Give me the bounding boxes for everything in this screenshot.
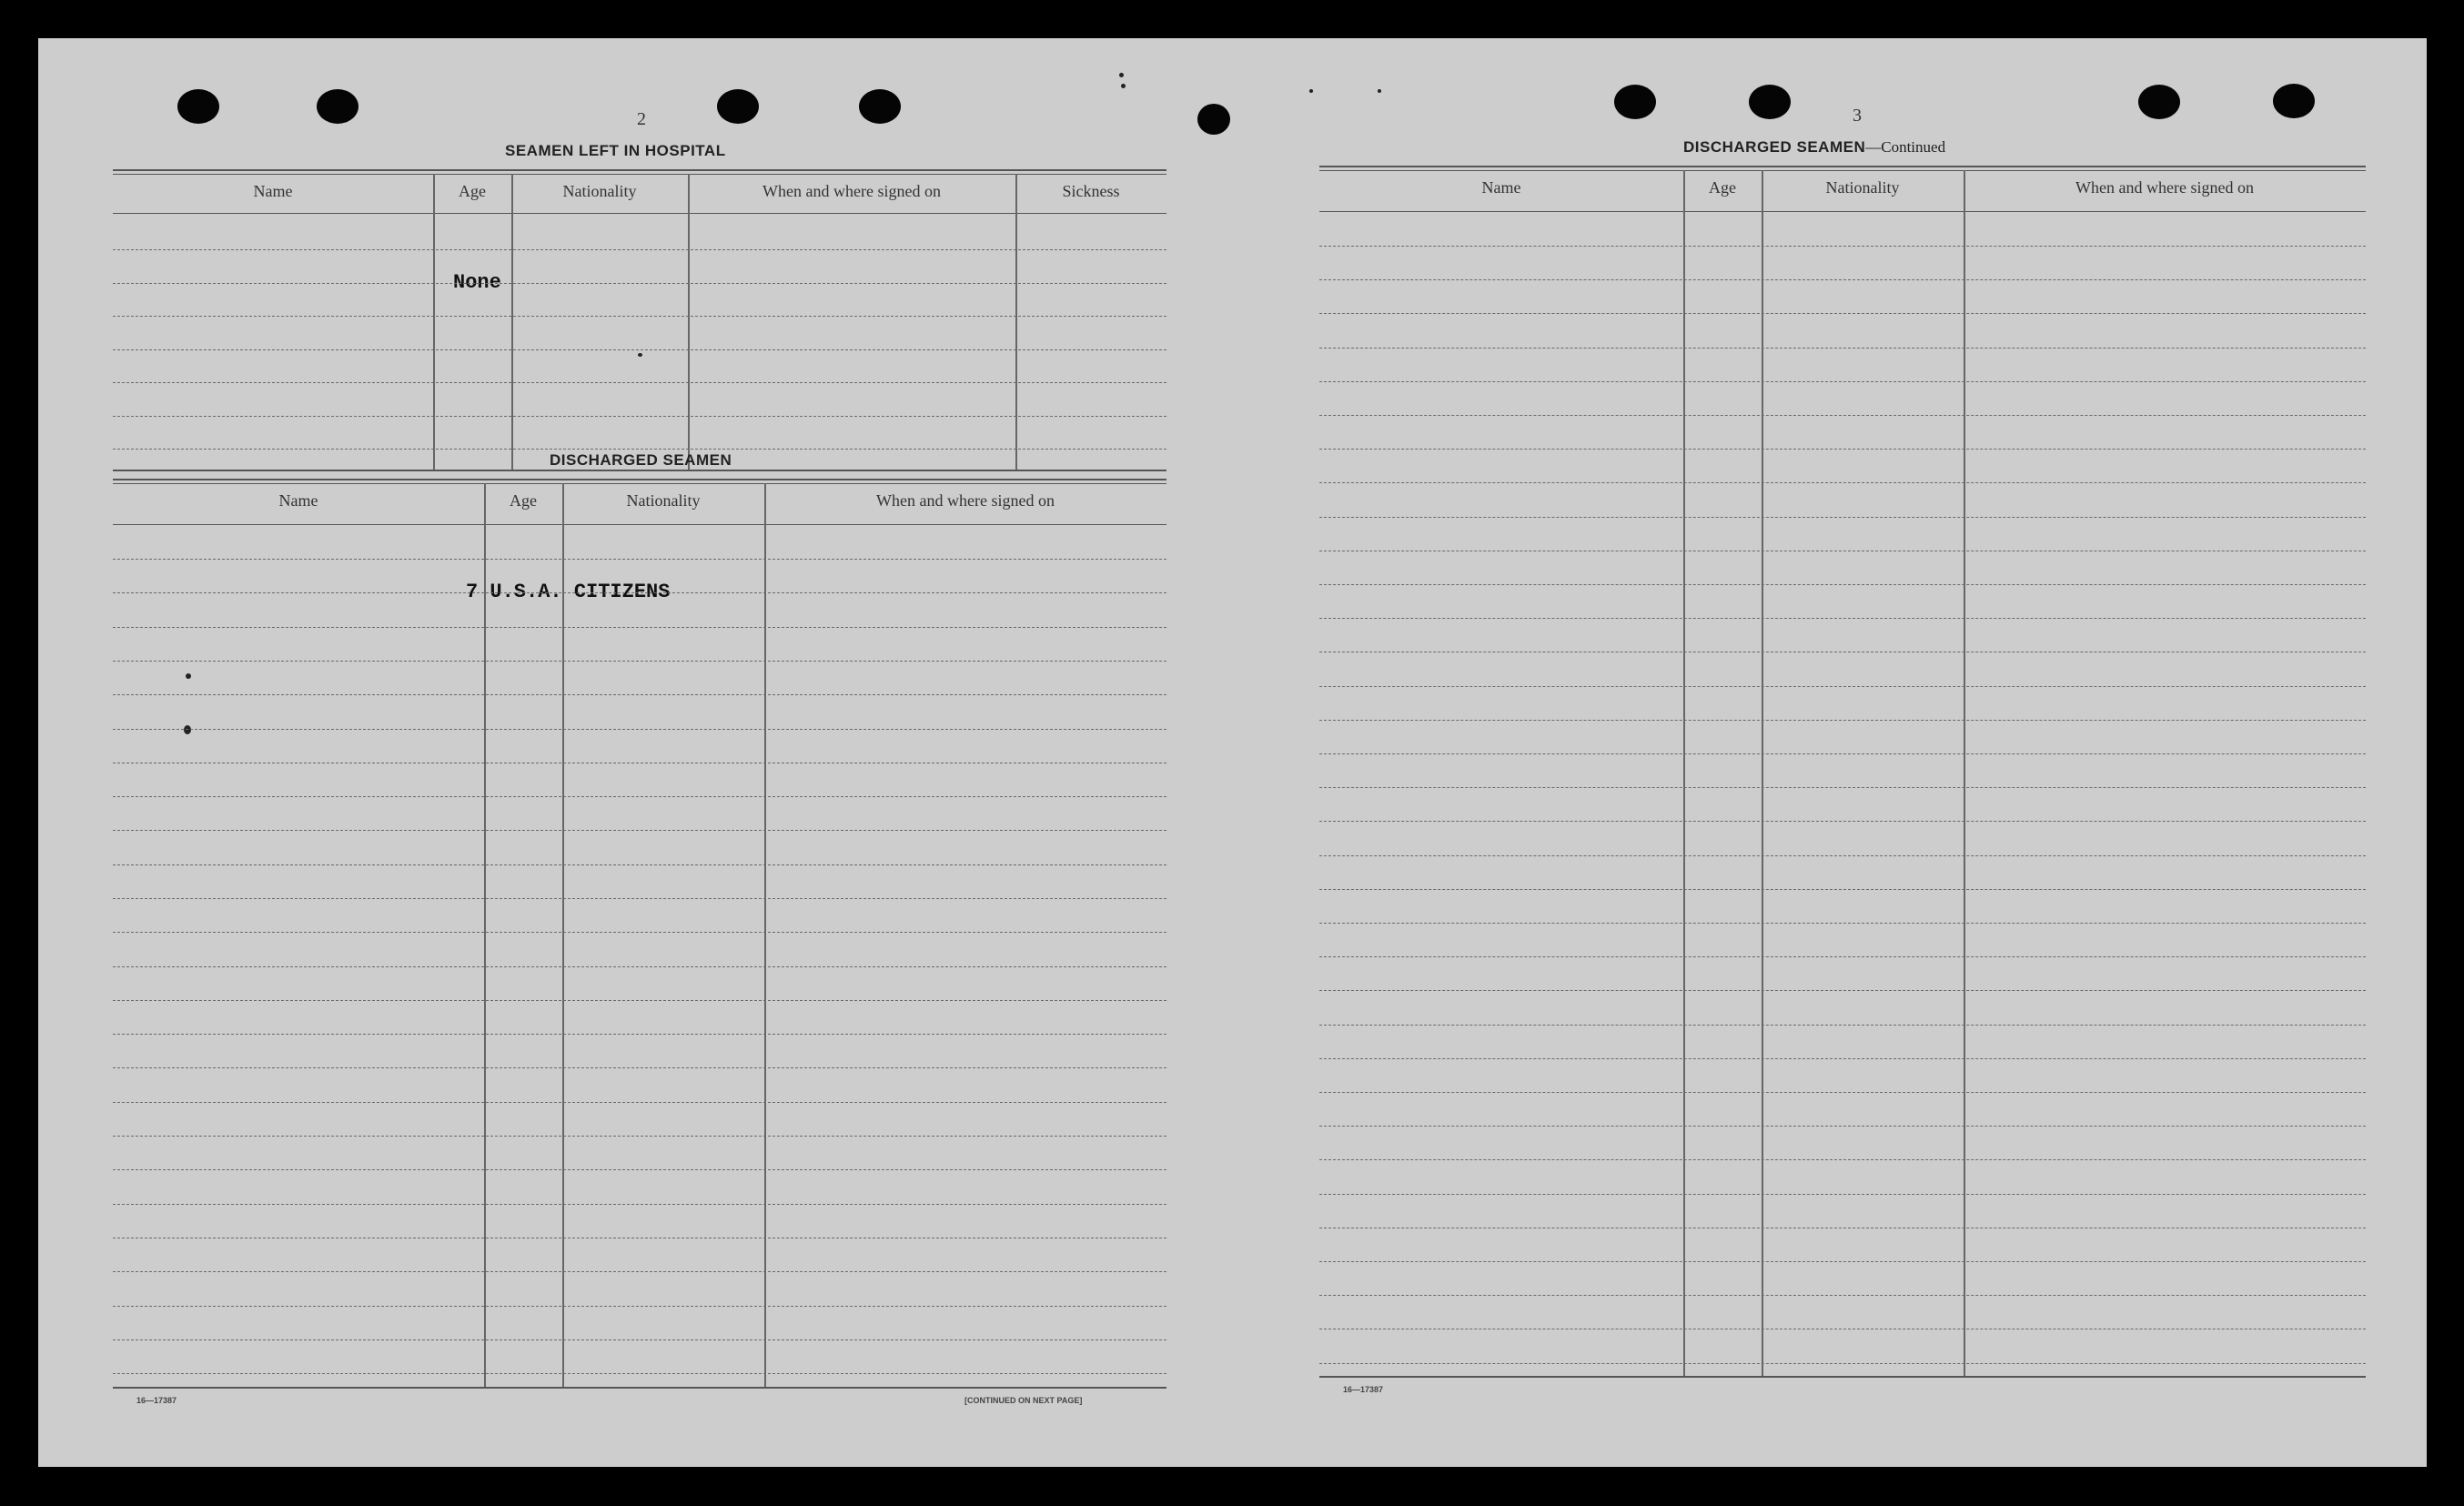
column-divider <box>1683 170 1685 1377</box>
column-divider <box>688 174 690 470</box>
ruled-line <box>1319 381 2366 382</box>
ruled-line <box>1319 348 2366 349</box>
header-rule <box>113 524 1166 525</box>
column-divider <box>1964 170 1965 1377</box>
ruled-line <box>113 966 1166 967</box>
table-top-rule <box>113 479 1166 480</box>
ruled-line <box>113 316 1166 317</box>
hospital-entry: None <box>453 271 501 294</box>
column-header-nationality: Nationality <box>1825 177 1900 197</box>
ruled-line <box>1319 517 2366 518</box>
table-top-rule <box>113 169 1166 171</box>
ruled-line <box>1319 889 2366 890</box>
ruled-line <box>113 382 1166 383</box>
continued-note: [CONTINUED ON NEXT PAGE] <box>964 1396 1083 1405</box>
column-header-name: Name <box>1481 177 1521 197</box>
column-divider <box>433 174 435 470</box>
column-header-name: Name <box>253 181 293 200</box>
ruled-line <box>113 1204 1166 1205</box>
ruled-line <box>1319 1025 2366 1026</box>
ruled-line <box>1319 246 2366 247</box>
column-header-signed-on: When and where signed on <box>876 490 1055 510</box>
ruled-line <box>113 1067 1166 1068</box>
ruled-line <box>113 1034 1166 1035</box>
ruled-line <box>1319 956 2366 957</box>
ink-speck <box>1121 84 1126 88</box>
ruled-line <box>113 1271 1166 1272</box>
title-suffix: —Continued <box>1865 138 1946 156</box>
ruled-line <box>113 1102 1166 1103</box>
page-number-right: 3 <box>1853 106 1862 126</box>
ruled-line <box>1319 1363 2366 1364</box>
discharged-entry: 7 U.S.A. CITIZENS <box>466 581 671 603</box>
table-bottom-rule <box>113 470 1166 471</box>
punch-hole <box>1749 85 1791 119</box>
ruled-line <box>113 694 1166 695</box>
form-number: 16—17387 <box>136 1396 177 1405</box>
column-divider <box>1015 174 1017 470</box>
ruled-line <box>1319 821 2366 822</box>
column-header-signed-on: When and where signed on <box>762 181 941 200</box>
hospital-table <box>113 169 1166 470</box>
ruled-line <box>1319 618 2366 619</box>
table-top-rule <box>1319 166 2366 167</box>
ruled-line <box>113 1339 1166 1340</box>
hospital-section-title: SEAMEN LEFT IN HOSPITAL <box>505 142 726 159</box>
column-header-signed-on: When and where signed on <box>2075 177 2254 197</box>
punch-hole <box>317 89 358 124</box>
column-divider <box>764 483 766 1388</box>
ruled-line <box>1319 855 2366 856</box>
ruled-line <box>1319 449 2366 450</box>
column-divider <box>562 483 564 1388</box>
ruled-line <box>113 661 1166 662</box>
ruled-line <box>113 1000 1166 1001</box>
ruled-line <box>113 283 1166 284</box>
header-rule <box>1319 211 2366 212</box>
ruled-line <box>1319 1058 2366 1059</box>
ruled-line <box>1319 1261 2366 1262</box>
ruled-line <box>113 796 1166 797</box>
table-bottom-rule <box>1319 1376 2366 1378</box>
ruled-line <box>1319 1159 2366 1160</box>
punch-hole <box>717 89 759 124</box>
header-rule <box>113 213 1166 214</box>
column-header-name: Name <box>278 490 318 510</box>
ruled-line <box>1319 787 2366 788</box>
ruled-line <box>1319 1092 2366 1093</box>
punch-hole <box>1614 85 1656 119</box>
punch-hole <box>2138 85 2180 119</box>
column-header-nationality: Nationality <box>626 490 701 510</box>
ruled-line <box>1319 990 2366 991</box>
ruled-line <box>1319 753 2366 754</box>
table-bottom-rule <box>113 1387 1166 1389</box>
discharged-continued-table <box>1319 166 2366 1376</box>
column-divider <box>484 483 486 1388</box>
ruled-line <box>1319 584 2366 585</box>
column-header-age: Age <box>459 181 486 200</box>
ruled-line <box>113 416 1166 417</box>
column-header-sickness: Sickness <box>1062 181 1120 200</box>
manifest-sheet <box>38 38 2427 1467</box>
ruled-line <box>113 592 1166 593</box>
punch-hole <box>859 89 901 124</box>
ruled-line <box>1319 923 2366 924</box>
column-divider <box>1762 170 1763 1377</box>
ruled-line <box>1319 686 2366 687</box>
punch-hole <box>177 89 219 124</box>
ink-speck <box>1378 89 1381 93</box>
column-divider <box>511 174 513 470</box>
ruled-line <box>113 864 1166 865</box>
ruled-line <box>1319 1295 2366 1296</box>
ruled-line <box>1319 279 2366 280</box>
ruled-line <box>113 559 1166 560</box>
punch-hole <box>1197 104 1230 135</box>
page-number-left: 2 <box>637 109 646 129</box>
ruled-line <box>113 249 1166 250</box>
ruled-line <box>113 830 1166 831</box>
form-number: 16—17387 <box>1343 1385 1384 1394</box>
column-header-age: Age <box>510 490 537 510</box>
discharged-continued-title <box>1683 138 1945 157</box>
discharged-section-title: DISCHARGED SEAMEN <box>550 451 732 469</box>
ruled-line <box>1319 313 2366 314</box>
column-header-age: Age <box>1709 177 1736 197</box>
ruled-line <box>113 449 1166 450</box>
ruled-line <box>113 1136 1166 1137</box>
ruled-line <box>1319 1194 2366 1195</box>
discharged-table <box>113 479 1166 1387</box>
ruled-line <box>113 898 1166 899</box>
ruled-line <box>113 1306 1166 1307</box>
ink-speck <box>1309 89 1313 93</box>
punch-hole <box>2273 84 2315 118</box>
column-header-nationality: Nationality <box>562 181 637 200</box>
ruled-line <box>113 349 1166 350</box>
ruled-line <box>1319 1126 2366 1127</box>
ruled-line <box>113 729 1166 730</box>
ruled-line <box>113 627 1166 628</box>
ruled-line <box>1319 415 2366 416</box>
ink-speck <box>1119 73 1124 77</box>
ruled-line <box>113 1169 1166 1170</box>
ruled-line <box>113 932 1166 933</box>
ruled-line <box>113 1373 1166 1374</box>
title-main: DISCHARGED SEAMEN <box>1683 138 1866 156</box>
ruled-line <box>1319 720 2366 721</box>
ruled-line <box>1319 482 2366 483</box>
